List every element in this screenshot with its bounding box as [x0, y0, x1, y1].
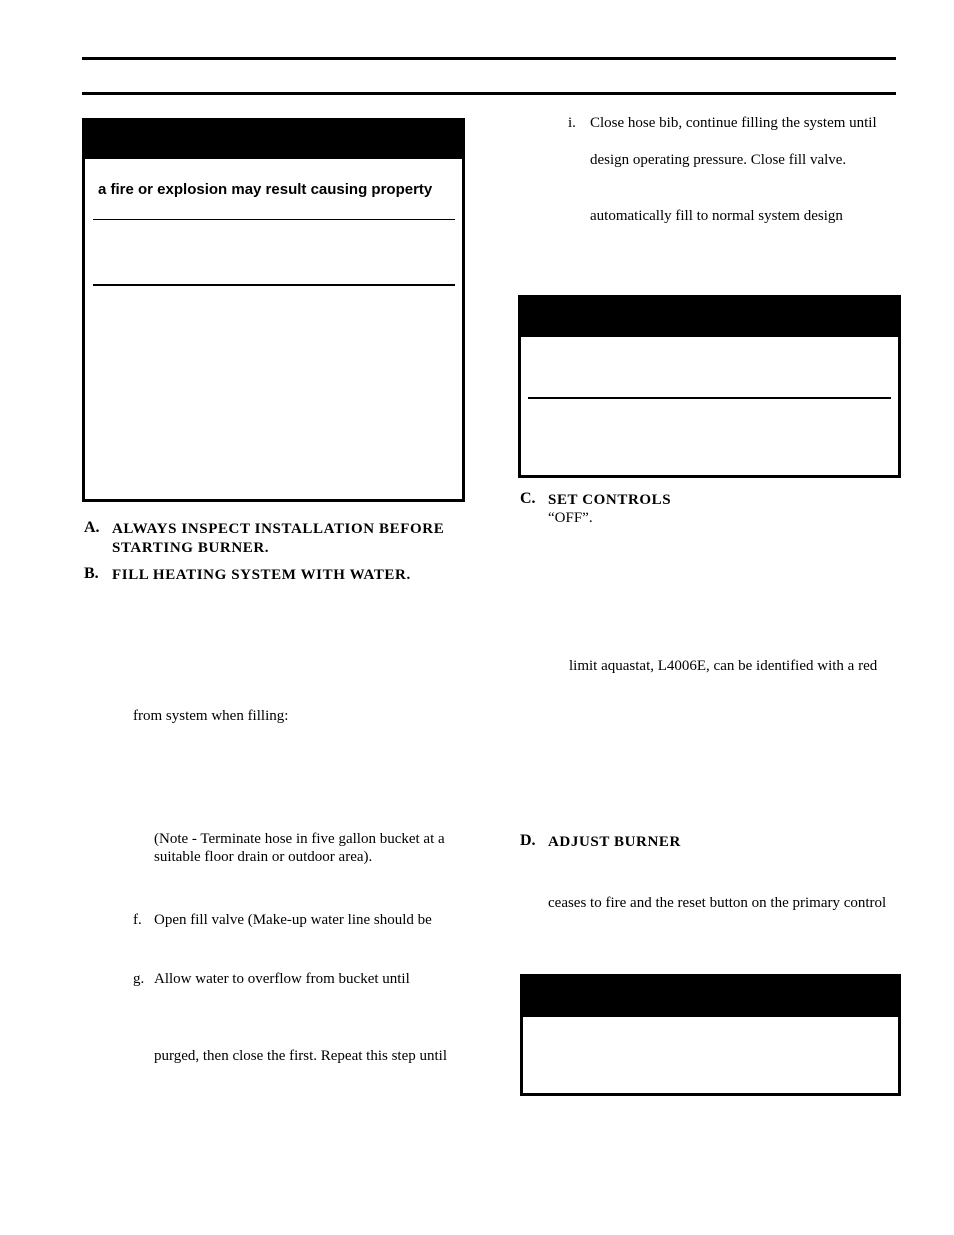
warning-box-right-2 — [520, 974, 901, 1096]
section-a-heading-line1: ALWAYS INSPECT INSTALLATION BEFORE — [112, 521, 445, 537]
warning-box-right-1 — [518, 295, 901, 478]
purged-text: purged, then close the first. Repeat this step until — [154, 1048, 447, 1064]
step-f-marker: f. — [133, 912, 142, 928]
section-b-marker: B. — [84, 565, 99, 582]
step-g-text: Allow water to overflow from bucket until — [154, 971, 410, 987]
warning-divider-thick — [93, 284, 455, 286]
section-d-marker: D. — [520, 832, 536, 849]
step-i-line2: design operating pressure. Close fill valve. — [590, 152, 847, 168]
section-a-heading-line2: STARTING BURNER. — [112, 540, 270, 556]
header-rule-bottom — [82, 92, 896, 95]
section-c-marker: C. — [520, 490, 536, 507]
step-i-line3: automatically fill to normal system design — [590, 208, 843, 224]
step-i-marker: i. — [568, 115, 576, 131]
note-line1: (Note - Terminate hose in five gallon bucket at a — [154, 831, 445, 847]
section-a-marker: A. — [84, 519, 100, 536]
warning-divider — [528, 397, 891, 399]
step-f-text: Open fill valve (Make-up water line should be — [154, 912, 432, 928]
step-g-marker: g. — [133, 971, 145, 987]
warning-box-left — [82, 118, 465, 502]
section-c-heading: SET CONTROLS — [548, 492, 672, 508]
from-system-text: from system when filling: — [133, 708, 289, 724]
limit-aquastat-text: limit aquastat, L4006E, can be identified with a red — [569, 658, 878, 674]
ceases-text: ceases to fire and the reset button on the primary control — [548, 895, 887, 911]
section-b-heading: FILL HEATING SYSTEM WITH WATER. — [112, 567, 411, 583]
header-rule-top — [82, 57, 896, 60]
warning-box-right-1-header — [521, 298, 898, 337]
section-d-heading: ADJUST BURNER — [548, 834, 681, 850]
warning-box-right-2-header — [523, 977, 898, 1017]
step-i-line1: Close hose bib, continue filling the system until — [590, 115, 877, 131]
warning-text-line: a fire or explosion may result causing property — [98, 181, 433, 198]
warning-divider-thin — [93, 219, 455, 220]
off-text: “OFF”. — [548, 510, 593, 526]
warning-box-left-header — [85, 121, 462, 159]
note-line2: suitable floor drain or outdoor area). — [154, 849, 373, 865]
